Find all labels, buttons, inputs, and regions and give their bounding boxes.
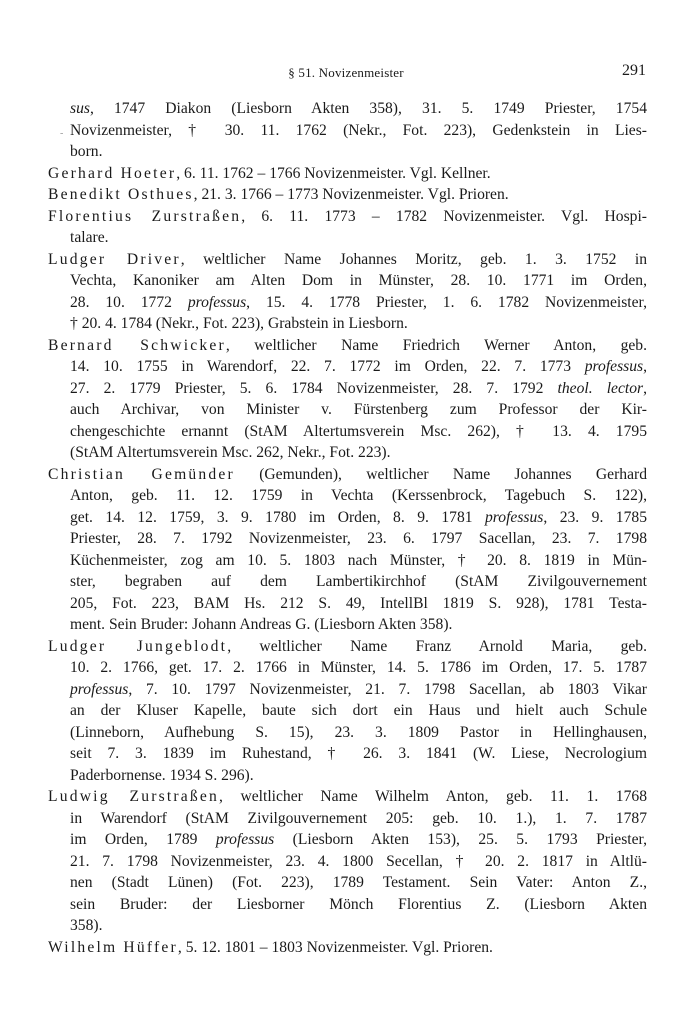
text-segment: , 6. 11. 1762 – 1766 Novizenmeister. Vgl. Kellner. <box>176 164 491 182</box>
text-line <box>0 765 700 787</box>
text-segment: chengeschichte ernannt (StAM Altertumsverein Msc. 262), † 13. 4. 1795 <box>70 422 647 440</box>
text-line <box>0 808 647 830</box>
entry-first-line <box>0 464 647 486</box>
text-segment: , 1747 Diakon (Liesborn Akten 358), 31. 5. 1749 Priester, 1754 <box>89 100 647 117</box>
person-name: Gerhard Hoeter <box>48 164 177 182</box>
text-line <box>0 614 700 636</box>
text-segment: an der Kluser Kapelle, baute sich dort ein Haus und hielt auch Schule <box>70 702 647 719</box>
text-segment: Anton, geb. 11. 12. 1759 in Vechta (Kerssenbrock, Tagebuch S. 122), <box>70 487 647 504</box>
text-segment: Vechta, Kanoniker am Alten Dom in Münster, 28. 10. 1771 im Orden, <box>70 272 647 289</box>
text-segment: , weltlicher Name Johannes Moritz, geb. 1. 3. 1752 in <box>180 250 647 268</box>
text-segment: , 23. 9. 1785 <box>543 508 647 526</box>
text-segment: ster, begraben auf dem Lambertikirchhof (StAM Zivilgouvernement <box>70 573 647 590</box>
text-segment: born. <box>70 143 103 160</box>
text-segment: get. 14. 12. 1759, 3. 9. 1780 im Orden, 8. 9. 1781 <box>70 508 485 526</box>
entry-first-line <box>0 636 647 658</box>
entry-first-line <box>0 206 647 228</box>
text-line <box>0 872 647 894</box>
text-line <box>0 657 647 679</box>
italic-term: professus <box>70 680 129 698</box>
body-text <box>0 98 700 958</box>
text-line <box>0 378 647 400</box>
text-segment: talare. <box>70 229 109 246</box>
text-line <box>0 98 647 120</box>
page-number: 291 <box>622 62 646 79</box>
text-segment: 27. 2. 1779 Priester, 5. 6. 1784 Novizenmeister, 28. 7. 1792 <box>70 379 558 397</box>
margin-mark: - <box>60 128 64 139</box>
person-name: Bernard Schwicker <box>48 336 226 354</box>
text-line <box>0 507 647 529</box>
text-segment: , 5. 12. 1801 – 1803 Novizenmeister. Vgl. Prioren. <box>177 938 493 956</box>
text-segment: 10. 2. 1766, get. 17. 2. 1766 in Münster, 14. 5. 1786 im Orden, 17. 5. 1787 <box>70 659 647 676</box>
italic-term: theol. lector <box>557 379 644 397</box>
text-line <box>0 442 700 464</box>
text-segment: † 20. 4. 1784 (Nekr., Fot. 223), Grabstein in Liesborn. <box>70 315 408 332</box>
text-line <box>0 356 647 378</box>
text-line <box>0 141 700 163</box>
person-name: Benedikt Osthues <box>48 186 194 203</box>
text-line <box>0 743 647 765</box>
person-name: Ludger Jungeblodt <box>48 637 228 655</box>
entry-first-line <box>0 184 700 206</box>
text-line <box>0 270 647 292</box>
person-name: Ludwig Zurstraßen <box>48 788 220 805</box>
text-segment: seit 7. 3. 1839 im Ruhestand, † 26. 3. 1841 (W. Liese, Necrologium <box>70 745 647 762</box>
text-line <box>0 829 647 851</box>
text-segment: Priester, 28. 7. 1792 Novizenmeister, 23. 6. 1797 Sacellan, 23. 7. 1798 <box>70 530 647 547</box>
text-line <box>0 313 700 335</box>
text-segment: Novizenmeister, † 30. 11. 1762 (Nekr., Fot. 223), Gedenkstein in Lies- <box>70 121 647 139</box>
entry-first-line <box>0 937 700 959</box>
running-head <box>46 62 646 82</box>
text-segment: ment. Sein Bruder: Johann Andreas G. (Liesborn Akten 358). <box>70 616 453 633</box>
text-segment: auch Archivar, von Minister v. Fürstenberg zum Professor der Kir- <box>70 401 647 418</box>
entry-first-line <box>0 335 647 357</box>
text-segment: , weltlicher Name Friedrich Werner Anton, geb. <box>225 336 647 354</box>
text-line <box>0 421 647 443</box>
text-line <box>0 550 647 572</box>
person-name: Florentius Zurstraßen <box>48 207 242 225</box>
text-segment: 21. 7. 1798 Novizenmeister, 23. 4. 1800 Secellan, † 20. 2. 1817 in Altlü- <box>70 852 647 870</box>
text-segment: im Orden, 1789 <box>70 831 216 848</box>
person-name: Christian Gemünder <box>48 465 235 483</box>
text-segment: 28. 10. 1772 <box>70 293 188 311</box>
text-segment: , 21. 3. 1766 – 1773 Novizenmeister. Vgl. Prioren. <box>193 186 509 203</box>
italic-term: professus <box>187 293 247 311</box>
text-segment: (Gemunden), weltlicher Name Johannes Gerhard <box>234 465 647 483</box>
text-segment: , weltlicher Name Wilhelm Anton, geb. 11. 1. 1768 <box>219 788 647 805</box>
text-segment: , 6. 11. 1773 – 1782 Novizenmeister. Vgl. Hospi- <box>241 207 647 225</box>
text-line <box>0 894 647 916</box>
text-segment: 14. 10. 1755 in Warendorf, 22. 7. 1772 im Orden, 22. 7. 1773 <box>70 358 585 375</box>
text-line <box>0 528 647 550</box>
text-segment: (Linneborn, Aufhebung S. 15), 23. 3. 1809 Pastor in Hellinghausen, <box>70 723 647 741</box>
text-segment: nen (Stadt Lünen) (Fot. 223), 1789 Testament. Sein Vater: Anton Z., <box>70 874 647 891</box>
text-segment: , 15. 4. 1778 Priester, 1. 6. 1782 Novizenmeister, <box>246 293 647 311</box>
text-line <box>0 700 647 722</box>
text-segment: (Liesborn Akten 153), 25. 5. 1793 Priester, <box>274 831 647 848</box>
text-line <box>0 485 647 507</box>
text-line <box>0 292 647 314</box>
text-segment: , <box>643 358 647 375</box>
text-line <box>0 571 647 593</box>
text-segment: , weltlicher Name Franz Arnold Maria, geb. <box>227 637 647 655</box>
running-title: § 51. Novizenmeister <box>288 65 404 80</box>
text-line <box>0 679 647 701</box>
entry-first-line <box>0 249 647 271</box>
italic-term: professus <box>584 358 644 375</box>
text-segment: (StAM Altertumsverein Msc. 262, Nekr., Fot. 223). <box>70 444 391 461</box>
text-line <box>0 120 647 142</box>
text-segment: sein Bruder: der Liesborner Mönch Florentius Z. (Liesborn Akten <box>70 895 647 913</box>
person-name: Wilhelm Hüffer <box>48 938 178 956</box>
text-line <box>0 851 647 873</box>
person-name: Ludger Driver <box>48 250 181 268</box>
italic-term: sus <box>70 100 90 117</box>
text-line <box>0 593 647 615</box>
text-line <box>0 227 700 249</box>
text-line <box>0 399 647 421</box>
text-segment: , 7. 10. 1797 Novizenmeister, 21. 7. 1798 Sacellan, ab 1803 Vikar <box>128 680 647 698</box>
text-segment: Paderbornense. 1934 S. 296). <box>70 766 254 784</box>
entry-first-line <box>0 786 647 808</box>
text-segment: Küchenmeister, zog am 10. 5. 1803 nach Münster, † 20. 8. 1819 in Mün- <box>70 551 647 569</box>
text-segment: 205, Fot. 223, BAM Hs. 212 S. 49, IntellBl 1819 S. 928), 1781 Testa- <box>70 594 647 612</box>
text-line <box>0 915 700 937</box>
text-segment: in Warendorf (StAM Zivilgouvernement 205: geb. 10. 1.), 1. 7. 1787 <box>70 809 647 827</box>
text-segment: 358). <box>70 917 103 934</box>
entry-first-line <box>0 163 700 185</box>
italic-term: professus <box>215 831 275 848</box>
italic-term: professus <box>485 508 544 526</box>
text-segment: , <box>643 379 647 397</box>
text-line <box>0 722 647 744</box>
